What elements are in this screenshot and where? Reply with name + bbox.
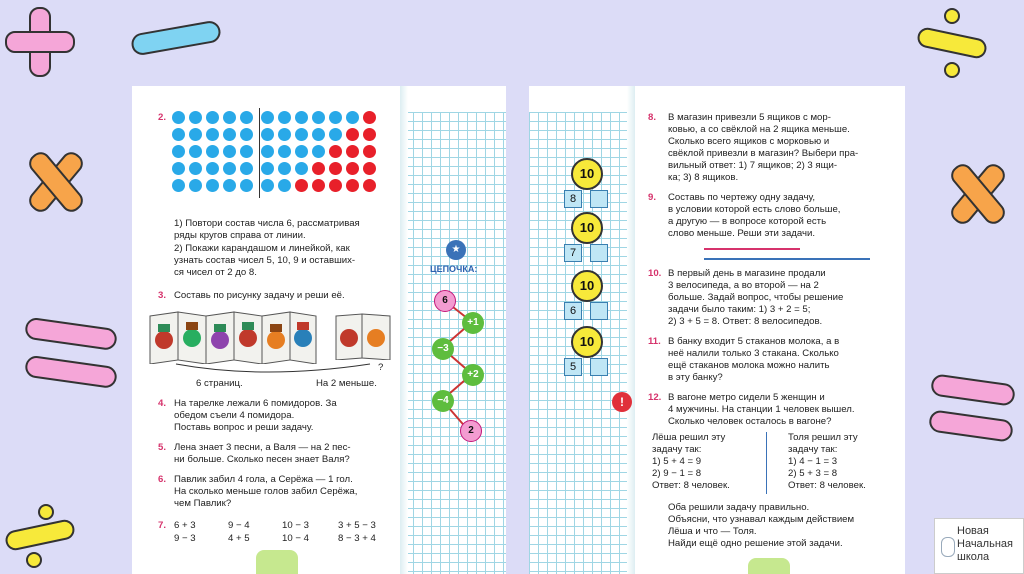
exercise-number: 5. [158,442,167,453]
text-line: В магазин привезли 5 ящиков с мор- [668,112,831,123]
text-line: в эту банку? [668,372,723,383]
chain-item: +2 [462,364,484,386]
number-box [590,302,608,320]
multiply-icon [942,158,1014,230]
counting-dot [363,128,376,141]
text-line: задачи было таким: 1) 3 + 2 = 5; [668,304,811,315]
counting-dot [240,128,253,141]
exercise-number: 11. [648,336,661,347]
text-line: 3 велосипеда, а во второй — на 2 [668,280,819,291]
counting-dot [346,145,359,158]
counting-dot [223,179,236,192]
counting-dot [240,179,253,192]
warning-icon: ! [612,392,632,412]
exercise-number: 9. [648,192,657,203]
plus-icon [2,4,78,80]
chain-icon: ★ [446,240,466,260]
counting-dot [278,128,291,141]
text-line: Составь по рисунку задачу и реши её. [174,290,345,301]
solution-line: 2) 5 + 3 = 8 [788,468,838,479]
divider [766,432,767,494]
solution-line: Ответ: 8 человек. [788,480,866,491]
page-number-tab [256,550,298,574]
text-line: На сколько меньше голов забил Серёжа, [174,486,358,497]
school-logo [934,518,1024,574]
counting-dot [206,111,219,124]
counting-dot [295,179,308,192]
text-line: 4 мужчины. На станции 1 человек вышел. [668,404,855,415]
caption: 6 страниц. [196,378,243,389]
text-line: 1) Повтори состав числа 6, рассматривая [174,218,360,229]
text-line: 2) Покажи карандашом и линейкой, как [174,243,350,254]
expression: 10 − 3 [282,520,309,531]
text-line: ряды кругов справа от линии. [174,230,306,241]
text-line: ся чисел от 2 до 8. [174,267,257,278]
logo-text: Начальная [957,538,1013,550]
solution-line: 2) 9 − 1 = 8 [652,468,702,479]
counting-dot [363,179,376,192]
counting-dot [261,111,274,124]
logo-text: школа [957,551,990,563]
multiply-icon [20,146,92,218]
exercise-number: 8. [648,112,657,123]
counting-dot [206,179,219,192]
number-circle: 10 [571,212,603,244]
exercise-number: 7. [158,520,167,531]
counting-dot [189,179,202,192]
book-illustration [148,310,318,364]
text-line: Павлик забил 4 гола, а Серёжа — 1 гол. [174,474,353,485]
expression: 6 + 3 [174,520,196,531]
counting-dot [329,179,342,192]
expression: 8 − 3 + 4 [338,533,376,544]
text-line: Поставь вопрос и реши задачу. [174,422,314,433]
owl-icon [941,537,955,557]
counting-dot [261,145,274,158]
counting-dot [189,128,202,141]
text-line: Лена знает 3 песни, а Валя — на 2 пес- [174,442,351,453]
counting-dot [261,162,274,175]
text-line: в условии которой есть слово больше, [668,204,841,215]
solution-line: Толя решил эту [788,432,858,443]
book-illustration-2 [334,312,392,360]
segment-blue [704,258,870,260]
text-line: Лёша и что — Толя. [668,526,757,537]
solution-line: Лёша решил эту [652,432,726,443]
question-mark: ? [378,362,384,373]
chain-item: +1 [462,312,484,334]
counting-dot [223,128,236,141]
solution-line: задачу так: [788,444,838,455]
counting-dot [206,128,219,141]
chain-item: 2 [460,420,482,442]
text-line: В вагоне метро сидели 5 женщин и [668,392,825,403]
logo-text: Новая [957,525,989,537]
counting-dot [346,111,359,124]
counting-dot [189,145,202,158]
exercise-number: 12. [648,392,662,403]
counting-dot [240,162,253,175]
text-line: В банку входит 5 стаканов молока, а в [668,336,840,347]
text-line: На тарелке лежали 6 помидоров. За [174,398,337,409]
number-circle: 10 [571,158,603,190]
number-box [590,358,608,376]
expression: 9 − 4 [228,520,250,531]
chain-item: −3 [432,338,454,360]
counting-dot [261,128,274,141]
text-line: Сколько всего ящиков с морковью и [668,136,830,147]
text-line: В первый день в магазине продали [668,268,826,279]
chain-item: 6 [434,290,456,312]
solution-line: Ответ: 8 человек. [652,480,730,491]
number-box: 7 [564,244,582,262]
counting-dot [172,128,185,141]
text-line: обедом съели 4 помидора. [174,410,295,421]
solution-line: задачу так: [652,444,702,455]
counting-dot [329,145,342,158]
number-circle: 10 [571,270,603,302]
exercise-number: 6. [158,474,167,485]
text-line: Составь по чертежу одну задачу, [668,192,816,203]
text-line: Сколько человек осталось в вагоне? [668,416,832,427]
counting-dot [312,162,325,175]
counting-dot [363,111,376,124]
exercise-number: 3. [158,290,167,301]
number-box: 8 [564,190,582,208]
solution-line: 1) 5 + 4 = 9 [652,456,702,467]
counting-dot [346,179,359,192]
counting-dot [346,128,359,141]
counting-dot [278,145,291,158]
text-line: ка; 3) 8 ящиков. [668,172,739,183]
counting-dot [223,145,236,158]
minus-icon [128,18,224,58]
text-line: Найди ещё одно решение этой задачи. [668,538,843,549]
text-line: неё налили только 3 стакана. Сколько [668,348,839,359]
text-line: вильный ответ: 1) 7 ящиков; 2) 3 ящи- [668,160,838,171]
counting-dot [295,128,308,141]
text-line: Объясни, что узнавал каждым действием [668,514,855,525]
text-line: чем Павлик? [174,498,232,509]
page-number-tab [748,558,790,574]
number-box [590,190,608,208]
chain-label: ЦЕПОЧКА: [430,264,478,274]
text-line: ещё стаканов молока можно налить [668,360,830,371]
equals-icon [22,318,122,398]
counting-dot [172,145,185,158]
counting-dot [312,145,325,158]
counting-dot [363,162,376,175]
text-line: больше. Задай вопрос, чтобы решение [668,292,844,303]
counting-dot [295,162,308,175]
expression: 3 + 5 − 3 [338,520,376,531]
expression: 9 − 3 [174,533,196,544]
expression: 4 + 5 [228,533,250,544]
text-line: свёклой привезли в магазин? Выбери пра- [668,148,859,159]
counting-dot [261,179,274,192]
text-line: Оба решили задачу правильно. [668,502,810,513]
counting-dot [223,162,236,175]
segment-red [704,248,800,250]
number-box: 5 [564,358,582,376]
counting-dot [312,128,325,141]
text-line: ни больше. Сколько песен знает Валя? [174,454,350,465]
counting-dot [278,162,291,175]
expression: 10 − 4 [282,533,309,544]
counting-dot [206,145,219,158]
counting-dot [278,179,291,192]
divide-icon [912,2,992,82]
counting-dot [295,111,308,124]
counting-dot [329,162,342,175]
caption: На 2 меньше. [316,378,377,389]
exercise-number: 10. [648,268,662,279]
counting-dot [346,162,359,175]
counting-dot [206,162,219,175]
number-box [590,244,608,262]
text-line: ковью, а со свёклой на 2 ящика меньше. [668,124,850,135]
counting-dot [363,145,376,158]
counting-dot [240,111,253,124]
counting-dot [240,145,253,158]
counting-dot [172,179,185,192]
exercise-number: 2. [158,112,167,123]
text-line: слово меньше. Реши эти задачи. [668,228,816,239]
counting-dot [172,111,185,124]
counting-dot [329,128,342,141]
chain-item: −4 [432,390,454,412]
counting-dot [223,111,236,124]
counting-dot [295,145,308,158]
counting-dot [172,162,185,175]
solution-line: 1) 4 − 1 = 3 [788,456,838,467]
equals-icon [926,374,1020,450]
counting-dot [312,179,325,192]
number-box: 6 [564,302,582,320]
number-circle: 10 [571,326,603,358]
counting-dot [189,162,202,175]
counting-dot [329,111,342,124]
exercise-number: 4. [158,398,167,409]
text-line: а другую — в вопросе которой есть [668,216,827,227]
divide-icon [2,502,78,574]
counting-dot [312,111,325,124]
counting-dot [189,111,202,124]
counting-dot [278,111,291,124]
text-line: узнать состав чисел 5, 10, 9 и оставших- [174,255,356,266]
text-line: 2) 3 + 5 = 8. Ответ: 8 велосипедов. [668,316,823,327]
